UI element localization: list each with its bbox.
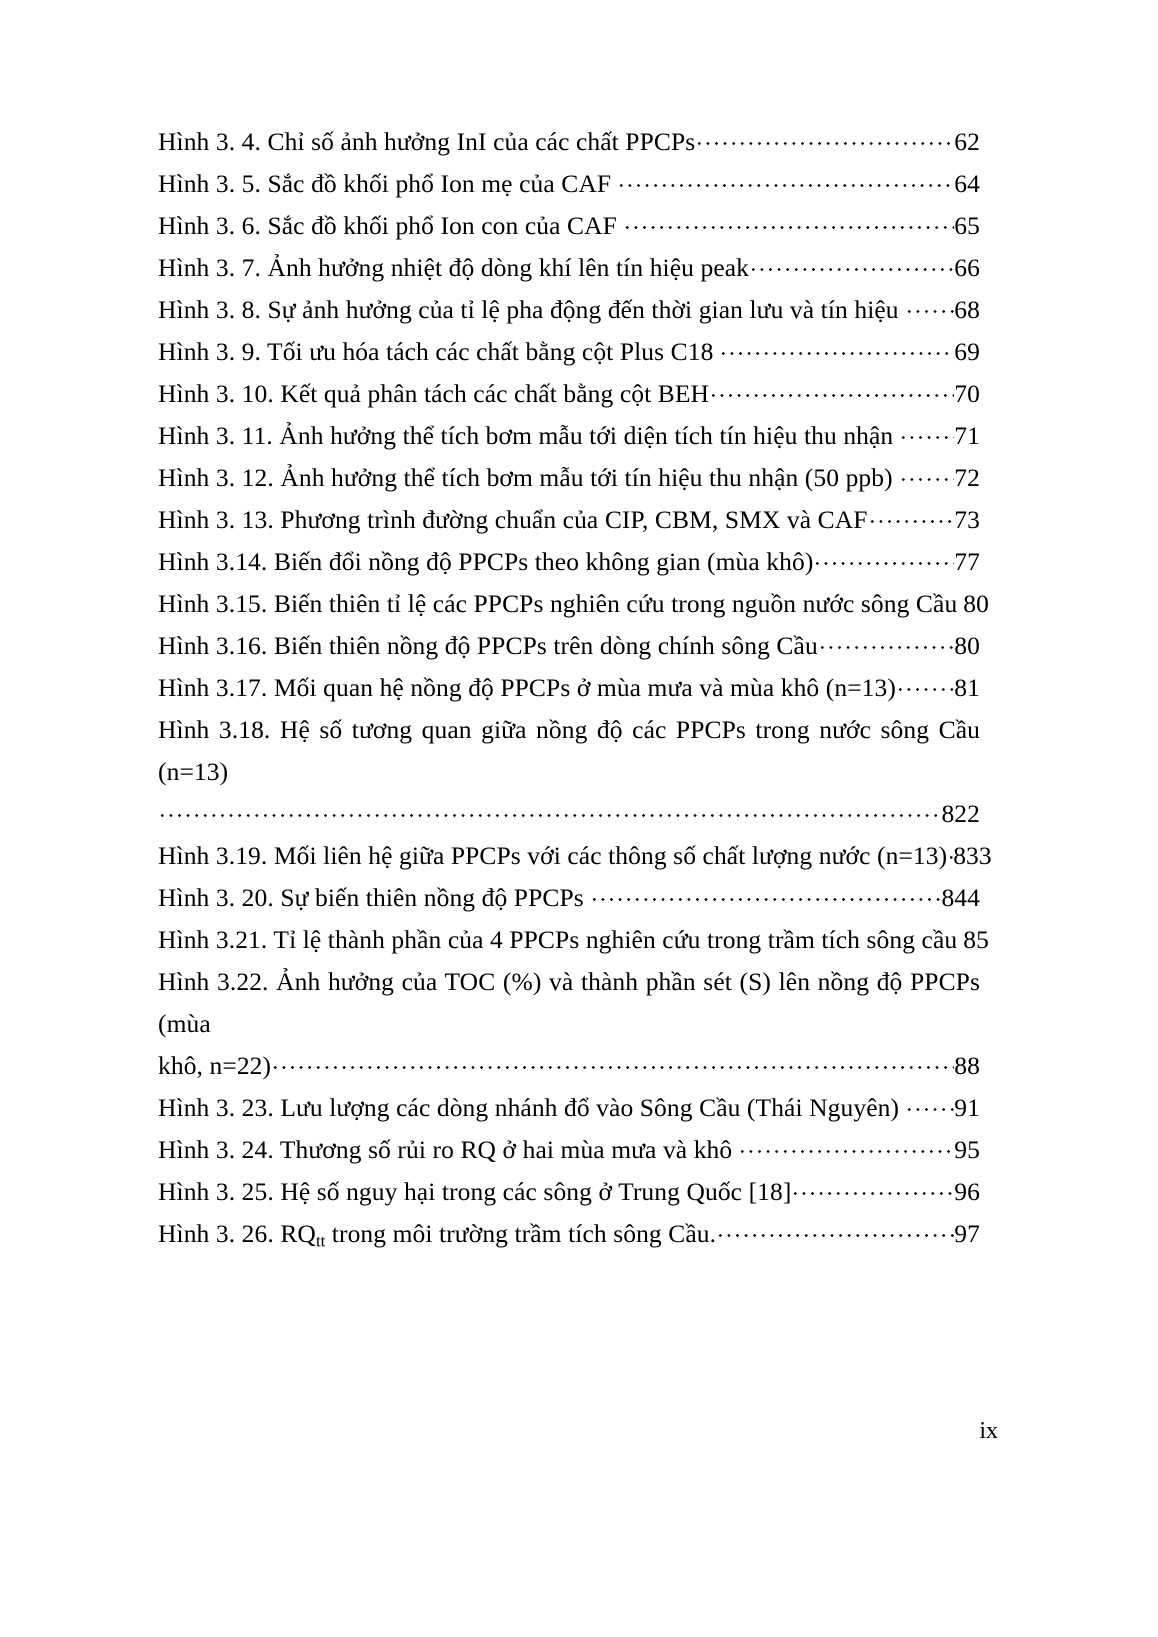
dot-leader <box>957 587 963 613</box>
page-folio: ix <box>979 1418 998 1444</box>
toc-entry[interactable] <box>158 163 980 205</box>
toc-entry-title: Hình 3.14. Biến đổi nồng độ PPCPs theo không gian (mùa khô) <box>158 547 814 576</box>
toc-entry-title: Hình 3. 7. Ảnh hưởng nhiệt độ dòng khí lên tín hiệu peak <box>158 253 750 282</box>
toc-entry-page-number[interactable]: 80 <box>963 589 989 618</box>
dot-leader <box>899 293 955 319</box>
toc-entry-title: Hình 3.22. Ảnh hưởng của TOC (%) và thành phần sét (S) lên nồng độ PPCPs (mùa <box>158 967 980 1038</box>
toc-entry-page-number[interactable]: 97 <box>954 1219 980 1248</box>
toc-entry-page-number[interactable]: 62 <box>954 127 980 156</box>
toc-entry-page-number[interactable]: 96 <box>954 1177 980 1206</box>
toc-entry-page-number[interactable]: 91 <box>954 1093 980 1122</box>
toc-entry-title: Hình 3. 8. Sự ảnh hưởng của tỉ lệ pha động đến thời gian lưu và tín hiệu <box>158 295 899 324</box>
toc-entry-title: Hình 3. 25. Hệ số nguy hại trong các sông ở Trung Quốc [18] <box>158 1177 792 1206</box>
toc-entry-title: Hình 3. 13. Phương trình đường chuẩn của CIP, CBM, SMX và CAF <box>158 505 868 534</box>
dot-leader <box>709 377 954 403</box>
toc-entry-page-number[interactable]: 80 <box>954 631 980 660</box>
dot-leader <box>749 251 954 277</box>
toc-entry-page-number[interactable]: 95 <box>954 1135 980 1164</box>
toc-entry-page-number[interactable]: 833 <box>953 841 992 870</box>
toc-entry-page-number[interactable]: 88 <box>954 1051 980 1080</box>
toc-entry-title: Hình 3. 6. Sắc đồ khối phổ Ion con của CAF <box>158 211 617 240</box>
toc-entry[interactable] <box>158 541 980 583</box>
toc-entry-page-number[interactable]: 66 <box>954 253 980 282</box>
toc-entry[interactable] <box>158 457 980 499</box>
dot-leader <box>716 1217 954 1243</box>
dot-leader <box>868 503 955 529</box>
toc-entry-title: Hình 3. 12. Ảnh hưởng thể tích bơm mẫu tới tín hiệu thu nhận (50 ppb) <box>158 463 893 492</box>
toc-entry[interactable] <box>158 835 992 877</box>
toc-entry-page-number[interactable]: 68 <box>954 295 980 324</box>
dot-leader <box>732 1133 954 1159</box>
dot-leader <box>896 671 954 697</box>
dot-leader <box>957 923 963 949</box>
toc-entry-page-number[interactable]: 81 <box>954 673 980 702</box>
toc-entry-title: Hình 3.19. Mối liên hệ giữa PPCPs với các thông số chất lượng nước (n=13) <box>158 841 948 870</box>
dot-leader <box>947 839 953 865</box>
toc-entry-page-number[interactable]: 844 <box>941 883 980 912</box>
toc-entry-page-number[interactable]: 72 <box>954 463 980 492</box>
toc-entry-title: Hình 3. 10. Kết quả phân tách các chất bằng cột BEH <box>158 379 710 408</box>
dot-leader <box>271 1049 954 1075</box>
toc-entry[interactable] <box>158 331 980 373</box>
list-of-figures <box>158 121 992 1263</box>
toc-entry-title: Hình 3.18. Hệ số tương quan giữa nồng độ các PPCPs trong nước sông Cầu (n=13) <box>158 715 980 786</box>
toc-entry-title-continued: khô, n=22) <box>158 1051 272 1080</box>
toc-entry-title-subscript: tt <box>315 1231 326 1251</box>
toc-entry[interactable] <box>158 919 989 961</box>
dot-leader <box>158 797 941 823</box>
toc-entry-title: Hình 3. 24. Thương số rủi ro RQ ở hai mùa mưa và khô <box>158 1135 733 1164</box>
dot-leader <box>818 629 954 655</box>
toc-entry[interactable] <box>158 289 980 331</box>
dot-leader <box>791 1175 954 1201</box>
toc-entry-title-suffix: trong môi trường trầm tích sông Cầu. <box>325 1219 717 1248</box>
toc-entry[interactable] <box>158 1171 980 1213</box>
toc-entry[interactable] <box>158 1087 980 1129</box>
toc-entry[interactable] <box>158 499 980 541</box>
toc-entry-title: Hình 3.16. Biến thiên nồng độ PPCPs trên dòng chính sông Cầu <box>158 631 818 660</box>
toc-entry-title-prefix: Hình 3. 26. RQ <box>158 1219 316 1248</box>
dot-leader <box>893 461 955 487</box>
toc-entry-page-number[interactable]: 65 <box>954 211 980 240</box>
toc-entry[interactable] <box>158 625 980 667</box>
toc-entry-page-number[interactable]: 70 <box>954 379 980 408</box>
toc-entry-title: Hình 3.21. Tỉ lệ thành phần của 4 PPCPs nghiên cứu trong trầm tích sông cầu <box>158 925 958 954</box>
toc-entry-page-number[interactable]: 77 <box>954 547 980 576</box>
toc-entry[interactable] <box>158 667 980 709</box>
toc-entry-title: Hình 3. 9. Tối ưu hóa tách các chất bằng cột Plus C18 <box>158 337 714 366</box>
toc-entry-title: Hình 3.15. Biến thiên tỉ lệ các PPCPs nghiên cứu trong nguồn nước sông Cầu <box>158 589 958 618</box>
toc-entry-page-number[interactable]: 73 <box>954 505 980 534</box>
toc-entry[interactable] <box>158 247 980 289</box>
dot-leader <box>611 167 954 193</box>
dot-leader <box>584 881 942 907</box>
toc-entry[interactable] <box>158 709 980 835</box>
toc-entry[interactable] <box>158 415 980 457</box>
dot-leader <box>899 1091 954 1117</box>
toc-entry[interactable] <box>158 1129 980 1171</box>
toc-entry-page-number[interactable]: 71 <box>954 421 980 450</box>
dot-leader <box>617 209 954 235</box>
toc-entry[interactable] <box>158 583 989 625</box>
toc-entry-title: Hình 3. 11. Ảnh hưởng thể tích bơm mẫu tới diện tích tín hiệu thu nhận <box>158 421 894 450</box>
toc-entry-page-number[interactable]: 822 <box>941 799 980 828</box>
toc-entry-title: Hình 3. 23. Lưu lượng các dòng nhánh đổ vào Sông Cầu (Thái Nguyên) <box>158 1093 900 1122</box>
toc-entry[interactable] <box>158 205 980 247</box>
toc-entry[interactable] <box>158 373 980 415</box>
toc-entry-title: Hình 3. 20. Sự biến thiên nồng độ PPCPs <box>158 883 584 912</box>
toc-entry-title <box>158 1213 716 1263</box>
toc-entry-page-number[interactable]: 64 <box>954 169 980 198</box>
dot-leader <box>813 545 954 571</box>
toc-entry[interactable] <box>158 961 980 1087</box>
toc-entry-title: Hình 3. 5. Sắc đồ khối phổ Ion mẹ của CAF <box>158 169 612 198</box>
toc-entry[interactable] <box>158 121 980 163</box>
toc-entry[interactable] <box>158 1213 980 1263</box>
toc-entry-page-number[interactable]: 69 <box>954 337 980 366</box>
toc-entry-page-number[interactable]: 85 <box>963 925 989 954</box>
toc-entry-title: Hình 3. 4. Chỉ số ảnh hưởng InI của các chất PPCPs <box>158 127 696 156</box>
dot-leader <box>713 335 954 361</box>
toc-entry[interactable] <box>158 877 980 919</box>
dot-leader <box>695 125 954 151</box>
dot-leader <box>893 419 954 445</box>
toc-entry-title: Hình 3.17. Mối quan hệ nồng độ PPCPs ở mùa mưa và mùa khô (n=13) <box>158 673 896 702</box>
